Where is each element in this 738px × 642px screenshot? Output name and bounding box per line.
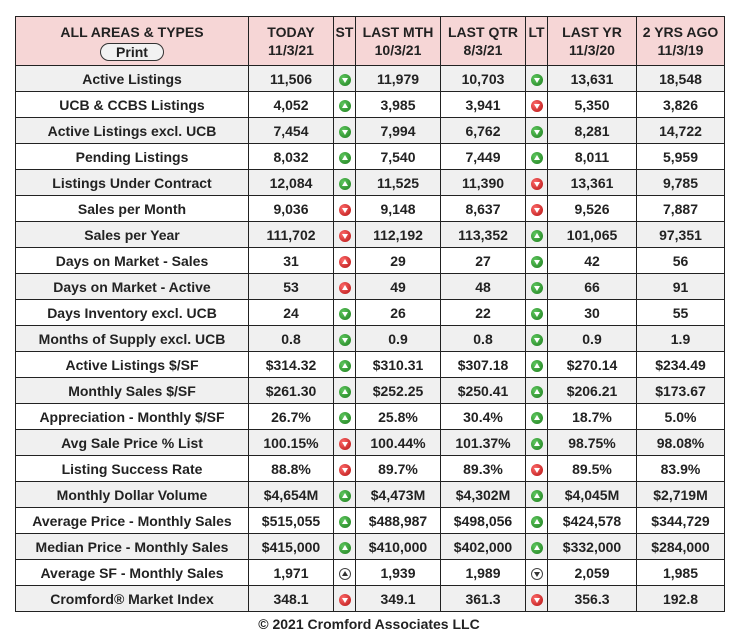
- metric-name-cell: Sales per Year: [16, 222, 249, 248]
- st-trend-cell: [334, 92, 356, 118]
- st-trend-cell: [334, 196, 356, 222]
- last-qtr-value-cell: $250.41: [441, 378, 526, 404]
- table-row: [16, 170, 725, 196]
- table-row: [16, 508, 725, 534]
- trend-up-green-icon: [531, 230, 543, 242]
- two-yrs-value-cell: $284,000: [637, 534, 725, 560]
- trend-up-green-icon: [339, 386, 351, 398]
- last-mth-value-cell: 9,148: [356, 196, 441, 222]
- lt-trend-cell: [526, 144, 548, 170]
- trend-down-green-icon: [531, 74, 543, 86]
- last-yr-value-cell: 13,361: [548, 170, 637, 196]
- today-value-cell: 53: [249, 274, 334, 300]
- today-value-cell: 8,032: [249, 144, 334, 170]
- last-yr-label: LAST YR: [562, 24, 622, 40]
- two-yrs-value-cell: 192.8: [637, 586, 725, 612]
- table-row: [16, 300, 725, 326]
- lt-trend-cell: [526, 352, 548, 378]
- last-yr-value-cell: $332,000: [548, 534, 637, 560]
- metric-name-cell: Average SF - Monthly Sales: [16, 560, 249, 586]
- trend-down-green-icon: [339, 308, 351, 320]
- table-row: [16, 482, 725, 508]
- metric-name-cell: Days on Market - Sales: [16, 248, 249, 274]
- table-row: [16, 66, 725, 92]
- two-yrs-value-cell: 56: [637, 248, 725, 274]
- trend-up-green-icon: [339, 516, 351, 528]
- table-row: [16, 404, 725, 430]
- last-qtr-value-cell: 10,703: [441, 66, 526, 92]
- lt-trend-cell: [526, 326, 548, 352]
- last-qtr-value-cell: $4,302M: [441, 482, 526, 508]
- trend-down-green-icon: [339, 74, 351, 86]
- metric-name-cell: Median Price - Monthly Sales: [16, 534, 249, 560]
- last-mth-value-cell: $252.25: [356, 378, 441, 404]
- lt-header: [526, 17, 548, 66]
- two-yrs-value-cell: 83.9%: [637, 456, 725, 482]
- two-yrs-value-cell: 5.0%: [637, 404, 725, 430]
- table-row: [16, 196, 725, 222]
- last-yr-value-cell: 8,011: [548, 144, 637, 170]
- last-qtr-value-cell: $498,056: [441, 508, 526, 534]
- lt-trend-cell: [526, 378, 548, 404]
- last-qtr-value-cell: 8,637: [441, 196, 526, 222]
- last-mth-value-cell: 25.8%: [356, 404, 441, 430]
- two-yrs-value-cell: 9,785: [637, 170, 725, 196]
- trend-down-green-icon: [531, 126, 543, 138]
- trend-down-green-icon: [339, 334, 351, 346]
- trend-up-green-icon: [531, 516, 543, 528]
- lt-trend-cell: [526, 274, 548, 300]
- metric-name-cell: Pending Listings: [16, 144, 249, 170]
- table-row: [16, 352, 725, 378]
- lt-trend-cell: [526, 456, 548, 482]
- st-trend-cell: [334, 456, 356, 482]
- last-qtr-value-cell: 101.37%: [441, 430, 526, 456]
- last-yr-value-cell: 42: [548, 248, 637, 274]
- st-header: [334, 17, 356, 66]
- last-yr-value-cell: 2,059: [548, 560, 637, 586]
- table-row: [16, 118, 725, 144]
- metric-name-cell: Average Price - Monthly Sales: [16, 508, 249, 534]
- last-qtr-value-cell: $402,000: [441, 534, 526, 560]
- last-mth-label: LAST MTH: [362, 24, 434, 40]
- lt-trend-cell: [526, 534, 548, 560]
- last-qtr-label: LAST QTR: [448, 24, 518, 40]
- st-trend-cell: [334, 66, 356, 92]
- lt-trend-cell: [526, 222, 548, 248]
- trend-down-red-icon: [531, 204, 543, 216]
- last-mth-value-cell: 11,979: [356, 66, 441, 92]
- two-yrs-value-cell: $2,719M: [637, 482, 725, 508]
- last-yr-value-cell: $206.21: [548, 378, 637, 404]
- trend-up-green-icon: [339, 490, 351, 502]
- st-trend-cell: [334, 586, 356, 612]
- table-body: [16, 66, 725, 612]
- lt-trend-cell: [526, 66, 548, 92]
- last-yr-value-cell: 66: [548, 274, 637, 300]
- today-label: TODAY: [267, 24, 315, 40]
- today-value-cell: 100.15%: [249, 430, 334, 456]
- two-yrs-value-cell: $173.67: [637, 378, 725, 404]
- st-trend-cell: [334, 326, 356, 352]
- st-trend-cell: [334, 274, 356, 300]
- today-value-cell: $4,654M: [249, 482, 334, 508]
- lt-trend-cell: [526, 92, 548, 118]
- last-yr-value-cell: 356.3: [548, 586, 637, 612]
- last-yr-value-cell: 98.75%: [548, 430, 637, 456]
- st-trend-cell: [334, 170, 356, 196]
- trend-up-green-icon: [531, 152, 543, 164]
- st-trend-cell: [334, 144, 356, 170]
- last-mth-value-cell: 89.7%: [356, 456, 441, 482]
- two-yrs-value-cell: $344,729: [637, 508, 725, 534]
- trend-down-red-icon: [339, 594, 351, 606]
- two-yrs-value-cell: $234.49: [637, 352, 725, 378]
- last-mth-value-cell: $410,000: [356, 534, 441, 560]
- trend-up-neutral-icon: [339, 568, 351, 580]
- area-type-title: ALL AREAS & TYPES: [60, 23, 204, 40]
- last-yr-value-cell: 13,631: [548, 66, 637, 92]
- two-yrs-header: [637, 17, 725, 66]
- last-qtr-value-cell: 89.3%: [441, 456, 526, 482]
- last-qtr-value-cell: 30.4%: [441, 404, 526, 430]
- last-qtr-value-cell: 361.3: [441, 586, 526, 612]
- two-yrs-value-cell: 98.08%: [637, 430, 725, 456]
- lt-trend-cell: [526, 586, 548, 612]
- last-mth-value-cell: $310.31: [356, 352, 441, 378]
- trend-down-red-icon: [531, 100, 543, 112]
- trend-down-red-icon: [531, 178, 543, 190]
- last-yr-header: [548, 17, 637, 66]
- metric-name-cell: Listings Under Contract: [16, 170, 249, 196]
- trend-down-green-icon: [531, 334, 543, 346]
- metric-name-cell: Days Inventory excl. UCB: [16, 300, 249, 326]
- table-header-row: [16, 17, 725, 66]
- metric-name-cell: Days on Market - Active: [16, 274, 249, 300]
- trend-up-green-icon: [339, 178, 351, 190]
- metric-name-cell: Months of Supply excl. UCB: [16, 326, 249, 352]
- st-trend-cell: [334, 222, 356, 248]
- metric-name-cell: Monthly Dollar Volume: [16, 482, 249, 508]
- metric-name-cell: Avg Sale Price % List: [16, 430, 249, 456]
- table-row: [16, 430, 725, 456]
- last-yr-value-cell: $270.14: [548, 352, 637, 378]
- last-mth-value-cell: 29: [356, 248, 441, 274]
- last-qtr-value-cell: 1,989: [441, 560, 526, 586]
- table-row: [16, 274, 725, 300]
- trend-up-red-icon: [339, 256, 351, 268]
- today-value-cell: 0.8: [249, 326, 334, 352]
- st-trend-cell: [334, 404, 356, 430]
- lt-trend-cell: [526, 430, 548, 456]
- last-qtr-value-cell: 0.8: [441, 326, 526, 352]
- last-mth-value-cell: 349.1: [356, 586, 441, 612]
- metric-name-cell: Appreciation - Monthly $/SF: [16, 404, 249, 430]
- trend-down-green-icon: [531, 308, 543, 320]
- last-qtr-date: 8/3/21: [463, 42, 503, 58]
- metric-name-cell: Cromford® Market Index: [16, 586, 249, 612]
- today-value-cell: 88.8%: [249, 456, 334, 482]
- lt-trend-cell: [526, 196, 548, 222]
- trend-up-green-icon: [339, 360, 351, 372]
- metric-name-cell: Sales per Month: [16, 196, 249, 222]
- table-row: [16, 456, 725, 482]
- two-yrs-value-cell: 1.9: [637, 326, 725, 352]
- last-qtr-value-cell: 27: [441, 248, 526, 274]
- trend-down-red-icon: [339, 438, 351, 450]
- trend-up-green-icon: [339, 412, 351, 424]
- lt-trend-cell: [526, 508, 548, 534]
- last-qtr-value-cell: 48: [441, 274, 526, 300]
- today-value-cell: 9,036: [249, 196, 334, 222]
- metric-name-cell: Active Listings excl. UCB: [16, 118, 249, 144]
- st-trend-cell: [334, 248, 356, 274]
- trend-down-red-icon: [531, 464, 543, 476]
- st-label: ST: [335, 24, 354, 40]
- last-qtr-value-cell: 11,390: [441, 170, 526, 196]
- last-qtr-header: [441, 17, 526, 66]
- two-yrs-value-cell: 55: [637, 300, 725, 326]
- last-yr-value-cell: 101,065: [548, 222, 637, 248]
- trend-up-green-icon: [531, 490, 543, 502]
- last-yr-date: 11/3/20: [569, 42, 615, 58]
- metric-name-cell: UCB & CCBS Listings: [16, 92, 249, 118]
- st-trend-cell: [334, 352, 356, 378]
- last-mth-value-cell: 3,985: [356, 92, 441, 118]
- trend-up-red-icon: [339, 282, 351, 294]
- today-value-cell: 348.1: [249, 586, 334, 612]
- last-mth-value-cell: 7,540: [356, 144, 441, 170]
- today-value-cell: 31: [249, 248, 334, 274]
- last-qtr-value-cell: $307.18: [441, 352, 526, 378]
- last-mth-value-cell: $4,473M: [356, 482, 441, 508]
- trend-down-green-icon: [339, 126, 351, 138]
- two-yrs-value-cell: 14,722: [637, 118, 725, 144]
- last-mth-value-cell: $488,987: [356, 508, 441, 534]
- last-yr-value-cell: $4,045M: [548, 482, 637, 508]
- st-trend-cell: [334, 430, 356, 456]
- today-value-cell: 11,506: [249, 66, 334, 92]
- trend-down-neutral-icon: [531, 568, 543, 580]
- last-mth-value-cell: 11,525: [356, 170, 441, 196]
- table-row: [16, 144, 725, 170]
- last-qtr-value-cell: 113,352: [441, 222, 526, 248]
- table-row: [16, 92, 725, 118]
- table-row: [16, 560, 725, 586]
- two-yrs-label: 2 YRS AGO: [642, 24, 719, 40]
- two-yrs-value-cell: 97,351: [637, 222, 725, 248]
- metric-name-cell: Active Listings $/SF: [16, 352, 249, 378]
- last-mth-value-cell: 1,939: [356, 560, 441, 586]
- last-qtr-value-cell: 22: [441, 300, 526, 326]
- table-row: [16, 378, 725, 404]
- trend-down-red-icon: [339, 464, 351, 476]
- last-mth-value-cell: 49: [356, 274, 441, 300]
- last-mth-value-cell: 7,994: [356, 118, 441, 144]
- last-qtr-value-cell: 3,941: [441, 92, 526, 118]
- lt-trend-cell: [526, 560, 548, 586]
- last-mth-header: [356, 17, 441, 66]
- lt-trend-cell: [526, 170, 548, 196]
- area-type-header: [16, 17, 249, 66]
- today-header: [249, 17, 334, 66]
- last-yr-value-cell: 9,526: [548, 196, 637, 222]
- last-mth-value-cell: 100.44%: [356, 430, 441, 456]
- today-value-cell: 111,702: [249, 222, 334, 248]
- last-yr-value-cell: 5,350: [548, 92, 637, 118]
- two-yrs-value-cell: 3,826: [637, 92, 725, 118]
- st-trend-cell: [334, 300, 356, 326]
- print-button[interactable]: Print: [100, 43, 164, 61]
- today-value-cell: $314.32: [249, 352, 334, 378]
- trend-up-green-icon: [531, 412, 543, 424]
- metric-name-cell: Monthly Sales $/SF: [16, 378, 249, 404]
- trend-up-green-icon: [531, 438, 543, 450]
- today-date: 11/3/21: [268, 42, 314, 58]
- st-trend-cell: [334, 534, 356, 560]
- st-trend-cell: [334, 482, 356, 508]
- metric-name-cell: Active Listings: [16, 66, 249, 92]
- table-row: [16, 326, 725, 352]
- lt-trend-cell: [526, 404, 548, 430]
- two-yrs-date: 11/3/19: [657, 42, 704, 58]
- today-value-cell: $515,055: [249, 508, 334, 534]
- today-value-cell: $415,000: [249, 534, 334, 560]
- lt-label: LT: [528, 24, 545, 40]
- last-mth-value-cell: 0.9: [356, 326, 441, 352]
- trend-down-green-icon: [531, 256, 543, 268]
- market-summary-table: [15, 16, 725, 612]
- two-yrs-value-cell: 18,548: [637, 66, 725, 92]
- table-row: [16, 222, 725, 248]
- trend-up-green-icon: [339, 152, 351, 164]
- last-mth-date: 10/3/21: [374, 42, 422, 58]
- trend-down-red-icon: [339, 204, 351, 216]
- last-yr-value-cell: 18.7%: [548, 404, 637, 430]
- trend-up-green-icon: [531, 542, 543, 554]
- two-yrs-value-cell: 91: [637, 274, 725, 300]
- today-value-cell: $261.30: [249, 378, 334, 404]
- today-value-cell: 24: [249, 300, 334, 326]
- lt-trend-cell: [526, 482, 548, 508]
- metric-name-cell: Listing Success Rate: [16, 456, 249, 482]
- lt-trend-cell: [526, 248, 548, 274]
- trend-down-red-icon: [339, 230, 351, 242]
- last-yr-value-cell: 89.5%: [548, 456, 637, 482]
- st-trend-cell: [334, 508, 356, 534]
- two-yrs-value-cell: 1,985: [637, 560, 725, 586]
- last-yr-value-cell: 8,281: [548, 118, 637, 144]
- last-mth-value-cell: 26: [356, 300, 441, 326]
- last-mth-value-cell: 112,192: [356, 222, 441, 248]
- last-yr-value-cell: 30: [548, 300, 637, 326]
- two-yrs-value-cell: 7,887: [637, 196, 725, 222]
- trend-up-green-icon: [531, 360, 543, 372]
- trend-down-red-icon: [531, 594, 543, 606]
- table-row: [16, 534, 725, 560]
- today-value-cell: 26.7%: [249, 404, 334, 430]
- today-value-cell: 1,971: [249, 560, 334, 586]
- today-value-cell: 12,084: [249, 170, 334, 196]
- table-row: [16, 586, 725, 612]
- today-value-cell: 7,454: [249, 118, 334, 144]
- lt-trend-cell: [526, 118, 548, 144]
- last-yr-value-cell: 0.9: [548, 326, 637, 352]
- two-yrs-value-cell: 5,959: [637, 144, 725, 170]
- trend-up-green-icon: [531, 386, 543, 398]
- trend-up-green-icon: [339, 100, 351, 112]
- copyright-footer: © 2021 Cromford Associates LLC: [258, 616, 480, 632]
- last-qtr-value-cell: 6,762: [441, 118, 526, 144]
- lt-trend-cell: [526, 300, 548, 326]
- trend-up-green-icon: [339, 542, 351, 554]
- table-row: [16, 248, 725, 274]
- st-trend-cell: [334, 118, 356, 144]
- last-qtr-value-cell: 7,449: [441, 144, 526, 170]
- last-yr-value-cell: $424,578: [548, 508, 637, 534]
- today-value-cell: 4,052: [249, 92, 334, 118]
- st-trend-cell: [334, 560, 356, 586]
- st-trend-cell: [334, 378, 356, 404]
- trend-down-green-icon: [531, 282, 543, 294]
